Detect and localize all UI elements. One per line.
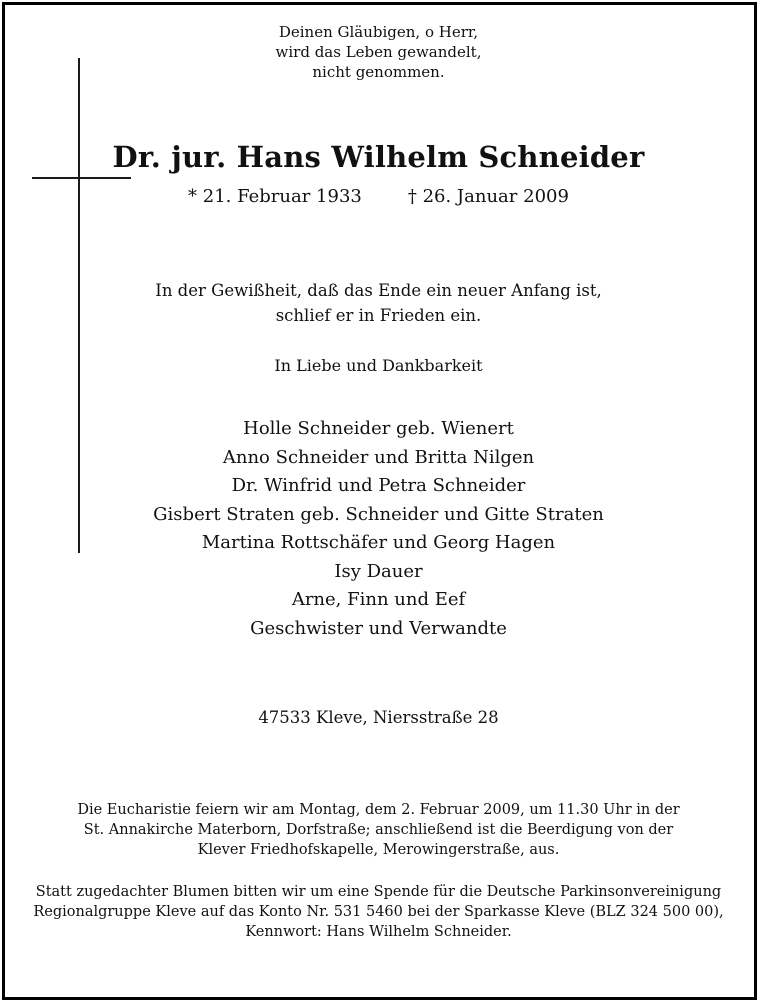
mourner-entry: Gisbert Straten geb. Schneider und Gitte Straten bbox=[153, 503, 604, 525]
mourner-entry: Geschwister und Verwandte bbox=[250, 617, 507, 639]
service-line: St. Annakirche Materborn, Dorfstraße; anschließend ist die Beerdigung von der bbox=[83, 822, 674, 838]
donation-notice bbox=[0, 882, 757, 942]
donation-line: Statt zugedachter Blumen bitten wir um eine Spende für die Deutsche Parkinsonvereinigung bbox=[35, 884, 722, 900]
mourner-entry: Holle Schneider geb. Wienert bbox=[243, 418, 514, 439]
faith-statement bbox=[0, 278, 757, 328]
birth-date: * 21. Februar 1933 bbox=[188, 186, 362, 207]
mourner-entry: Isy Dauer bbox=[334, 560, 423, 582]
family-address: 47533 Kleve, Niersstraße 28 bbox=[258, 708, 499, 727]
mourner-entry: Martina Rottschäfer und Georg Hagen bbox=[201, 532, 556, 553]
verse-line: wird das Leben gewandelt, bbox=[275, 43, 482, 61]
donation-line: Regionalgruppe Kleve auf das Konto Nr. 531 5460 bei der Sparkasse Kleve (BLZ 324 500 00), bbox=[33, 904, 724, 920]
verse-line: Deinen Gläubigen, o Herr, bbox=[278, 23, 479, 41]
faith-line: schlief er in Frieden ein. bbox=[275, 306, 482, 325]
service-notice bbox=[0, 800, 757, 860]
verse-line: nicht genommen. bbox=[312, 63, 445, 81]
thanks-line: In Liebe und Dankbarkeit bbox=[274, 356, 483, 375]
service-line: Klever Friedhofskapelle, Merowingerstraße, aus. bbox=[197, 842, 560, 858]
cross-icon-bar bbox=[32, 177, 131, 179]
mourner-entry: Arne, Finn und Eef bbox=[291, 589, 466, 610]
faith-line: In der Gewißheit, daß das Ende ein neuer Anfang ist, bbox=[155, 281, 602, 300]
donation-line: Kennwort: Hans Wilhelm Schneider. bbox=[245, 924, 512, 940]
deceased-name: Dr. jur. Hans Wilhelm Schneider bbox=[112, 140, 645, 174]
service-line: Die Eucharistie feiern wir am Montag, dem 2. Februar 2009, um 11.30 Uhr in der bbox=[77, 802, 680, 818]
mourner-entry: Dr. Winfrid und Petra Schneider bbox=[231, 475, 526, 496]
mourners-list bbox=[0, 415, 757, 643]
bible-verse bbox=[0, 22, 757, 82]
life-dates bbox=[0, 186, 757, 207]
death-date: † 26. Januar 2009 bbox=[407, 186, 569, 207]
mourner-entry: Anno Schneider und Britta Nilgen bbox=[222, 446, 535, 468]
